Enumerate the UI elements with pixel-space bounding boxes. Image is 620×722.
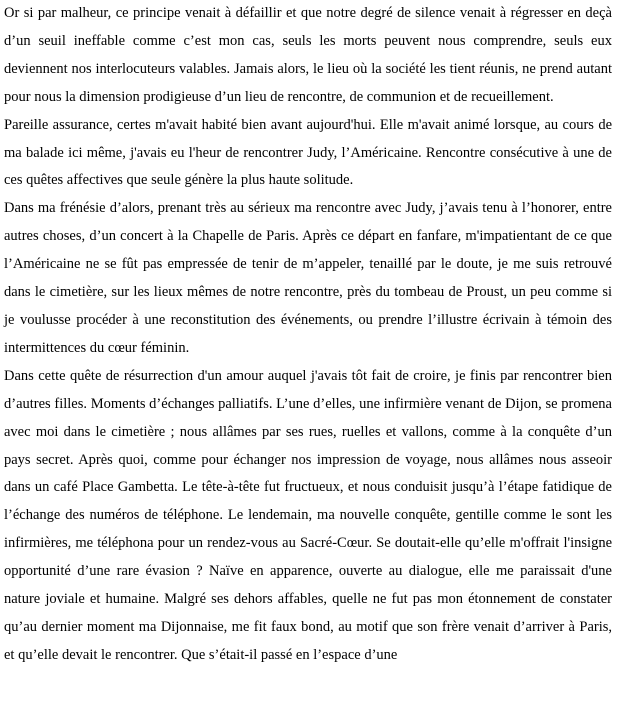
paragraph: Dans cette quête de résurrection d'un amour auquel j'avais tôt fait de croire, je finis par rencontrer bien d’autres filles. Moments d’échanges palliatifs. L’une d’elles, une infirmière venant de Dijon, se promena avec moi dans le cimetière ; nous allâmes par ses rues, ruelles et vallons, comme à la conquête d’un pays secret. Après quoi, comme pour échanger nos impression de voyage, nous allâmes nous asseoir dans un café Place Gambetta. Le tête-à-tête fut fructueux, et nous conduisit jusqu’à l’étape fatidique de l’échange des numéros de téléphone. Le lendemain, ma nouvelle conquête, gentille comme le sont les infirmières, me téléphona pour un rendez-vous au Sacré-Cœur. Se doutait-elle qu’elle m'offrait l'insigne opportunité d’une rare évasion ? Naïve en apparence, ouverte au dialogue, elle me paraissait d'une nature joviale et humaine. Malgré ses dehors affables, quelle ne fut pas mon étonnement de constater qu’au dernier moment ma Dijonnaise, me fit faux bond, au motif que son frère venait d’arriver à Paris, et qu’elle devait le rencontrer. Que s’était-il passé en l’espace d’une [4, 367, 612, 663]
paragraph: Or si par malheur, ce principe venait à défaillir et que notre degré de silence venait à régresser en deçà d’un seuil ineffable comme c’est mon cas, seuls les morts peuvent nous comprendre, seuls eux deviennent nos interlocuteurs valables. Jamais alors, le lieu où la société les tient réunis, ne prend autant pour nous la dimension prodigieuse d’un lieu de rencontre, de communion et de recueillement. [4, 5, 612, 105]
paragraph: Pareille assurance, certes m'avait habité bien avant aujourd'hui. Elle m'avait animé lorsque, au cours de ma balade ici même, j'avais eu l'heur de rencontrer Judy, l’Américaine. Rencontre consécutive à une de ces quêtes affectives que seule génère la plus haute solitude. [4, 116, 612, 189]
paragraph: Dans ma frénésie d’alors, prenant très au sérieux ma rencontre avec Judy, j’avais tenu à l’honorer, entre autres choses, d’un concert à la Chapelle de Paris. Après ce départ en fanfare, m'impatientant de ce que l’Américaine ne se fût pas empressée de tenir de m’appeler, tenaillé par le doute, je me suis retrouvé dans le cimetière, sur les lieux mêmes de notre rencontre, près du tombeau de Proust, un peu comme si je voulusse procéder à une reconstitution des événements, ou prendre l’illustre écrivain à témoin des intermittences du cœur féminin. [4, 200, 612, 356]
